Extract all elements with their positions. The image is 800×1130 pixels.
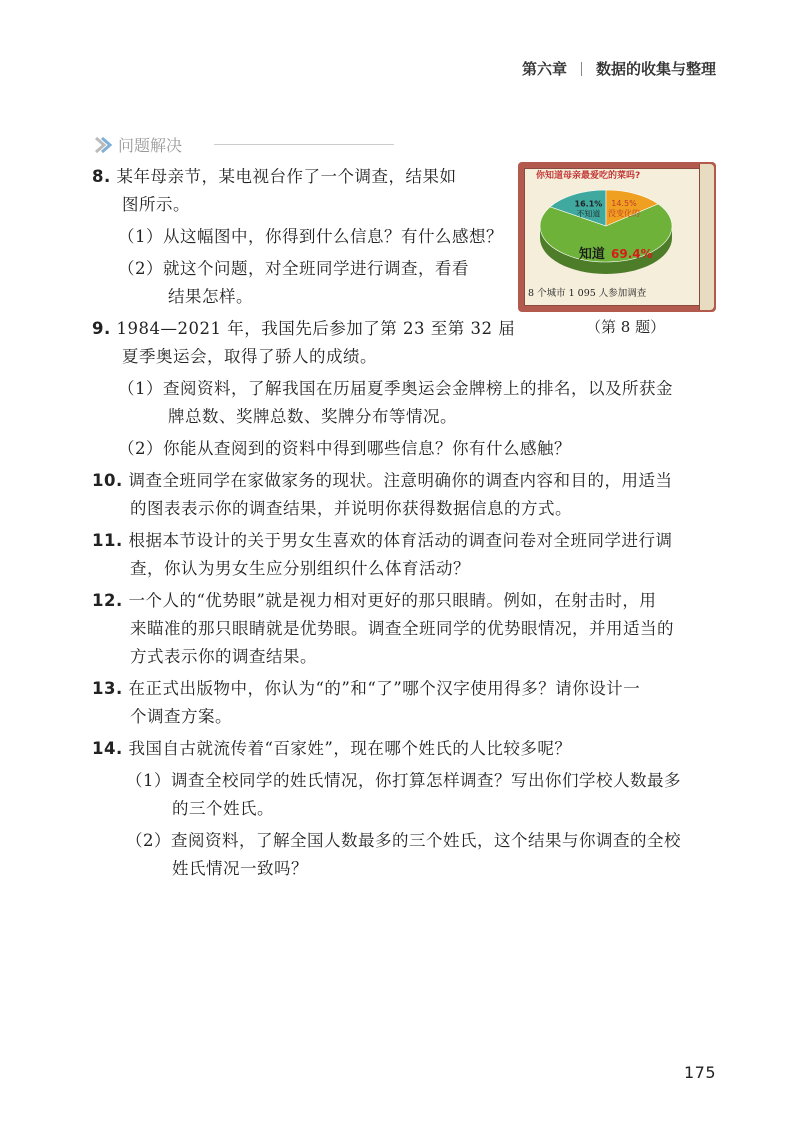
problem-13-text-2: 个调查方案。 [130,707,232,726]
slice-name-label: 没变化的 [607,209,640,219]
slice-value-label: 69.4% [611,246,653,261]
problem-11-text-1: 根据本节设计的关于男女生喜欢的体育活动的调查问卷对全班同学进行调 [128,531,673,550]
header-divider [581,62,582,76]
survey-figure [518,162,716,312]
problem-8-text-2: 图所示。 [122,195,190,214]
problem-9-line-1 [92,318,515,340]
problem-14-sub-1 [126,770,681,792]
slice-name-label: 知道 [578,246,605,262]
slice-value-label: 14.5% [611,199,637,209]
problem-9-sub-1-cont: 牌总数、奖牌总数、奖牌分布等情况。 [168,407,457,426]
problem-8-sub-1 [118,226,503,248]
problem-14-sub-2 [126,830,681,852]
problem-12-number: 12. [92,591,123,610]
problem-9-sub-1 [118,378,673,400]
section-title: 问题解决 [118,136,183,155]
sub-text: 就这个问题，对全班同学进行调查，看看 [163,259,469,278]
problem-9-sub-2 [118,438,571,460]
problem-8-sub-2-cont: 结果怎样。 [168,287,253,306]
problem-10-number: 10. [92,471,123,490]
sub-text: 从这幅图中，你得到什么信息？有什么感想？ [163,227,503,246]
problem-11-number: 11. [92,531,123,550]
problem-14-number: 14. [92,739,123,758]
sub-label: （2） [118,259,163,278]
scroll-decoration [699,164,714,310]
sub-text: 查阅资料，了解我国在历届夏季奥运会金牌榜上的排名，以及所获金 [163,379,673,398]
problem-10-line-1 [92,470,672,492]
slice-name-label: 不知道 [576,209,601,219]
problem-12-line-1 [92,590,656,612]
problem-13-line-1 [92,678,640,700]
problem-11-line-1 [92,530,672,552]
problem-8-text-1: 某年母亲节，某电视台作了一个调查，结果如 [116,167,457,186]
problem-14-sub-2-cont: 姓氏情况一致吗？ [172,859,308,878]
problem-11-text-2: 查，你认为男女生应分别组织什么体育活动？ [130,559,470,578]
problem-8-line-1 [92,166,457,188]
problem-14-line-1 [92,738,571,760]
problem-9-number: 9. [92,319,111,338]
problem-9-text-1: 1984—2021 年，我国先后参加了第 23 至第 32 届 [116,319,516,338]
page-number: 175 [684,1063,717,1082]
section-heading [92,133,182,156]
sub-label: （2） [126,831,171,850]
problem-12-text-1: 一个人的“优势眼”就是视力相对更好的那只眼睛。例如，在射击时，用 [128,591,657,610]
slice-value-label: 16.1% [574,199,603,209]
problem-10-text-2: 的图表表示你的调查结果，并说明你获得数据信息的方式。 [130,499,572,518]
problem-9-text-2: 夏季奥运会，取得了骄人的成绩。 [122,347,377,366]
problem-13-text-1: 在正式出版物中，你认为“的”和“了”哪个汉字使用得多？请你设计一 [128,679,641,698]
page-header [522,58,716,79]
sub-text: 你能从查阅到的资料中得到哪些信息？你有什么感触？ [163,439,571,458]
section-rule [214,144,394,145]
problem-12-text-3: 方式表示你的调查结果。 [130,647,317,666]
chapter-label: 第六章 [522,60,568,78]
figure-caption: 8 个城市 1 095 人参加调查 [528,288,647,299]
sub-text: 查阅资料，了解全国人数最多的三个姓氏，这个结果与你调查的全校 [171,831,681,850]
sub-label: （1） [126,771,171,790]
problem-10-text-1: 调查全班同学在家做家务的现状。注意明确你的调查内容和目的，用适当 [128,471,673,490]
sub-label: （2） [118,439,163,458]
sub-label: （1） [118,227,163,246]
chapter-title: 数据的收集与整理 [596,60,717,78]
sub-text: 调查全校同学的姓氏情况，你打算怎样调查？写出你们学校人数最多 [171,771,681,790]
problem-13-number: 13. [92,679,123,698]
problem-12-text-2: 来瞄准的那只眼睛就是优势眼。调查全班同学的优势眼情况，并用适当的 [130,619,674,638]
problem-14-text-1: 我国自古就流传着“百家姓”，现在哪个姓氏的人比较多呢？ [128,739,572,758]
pie-chart [532,180,694,284]
figure-label: （第 8 题） [586,318,666,336]
sub-label: （1） [118,379,163,398]
problem-8-sub-2 [118,258,469,280]
problem-14-sub-1-cont: 的三个姓氏。 [172,799,274,818]
chevron-right-icon [92,136,114,154]
problem-8-number: 8. [92,167,111,186]
figure-title: 你知道母亲最爱吃的菜吗? [536,171,641,181]
